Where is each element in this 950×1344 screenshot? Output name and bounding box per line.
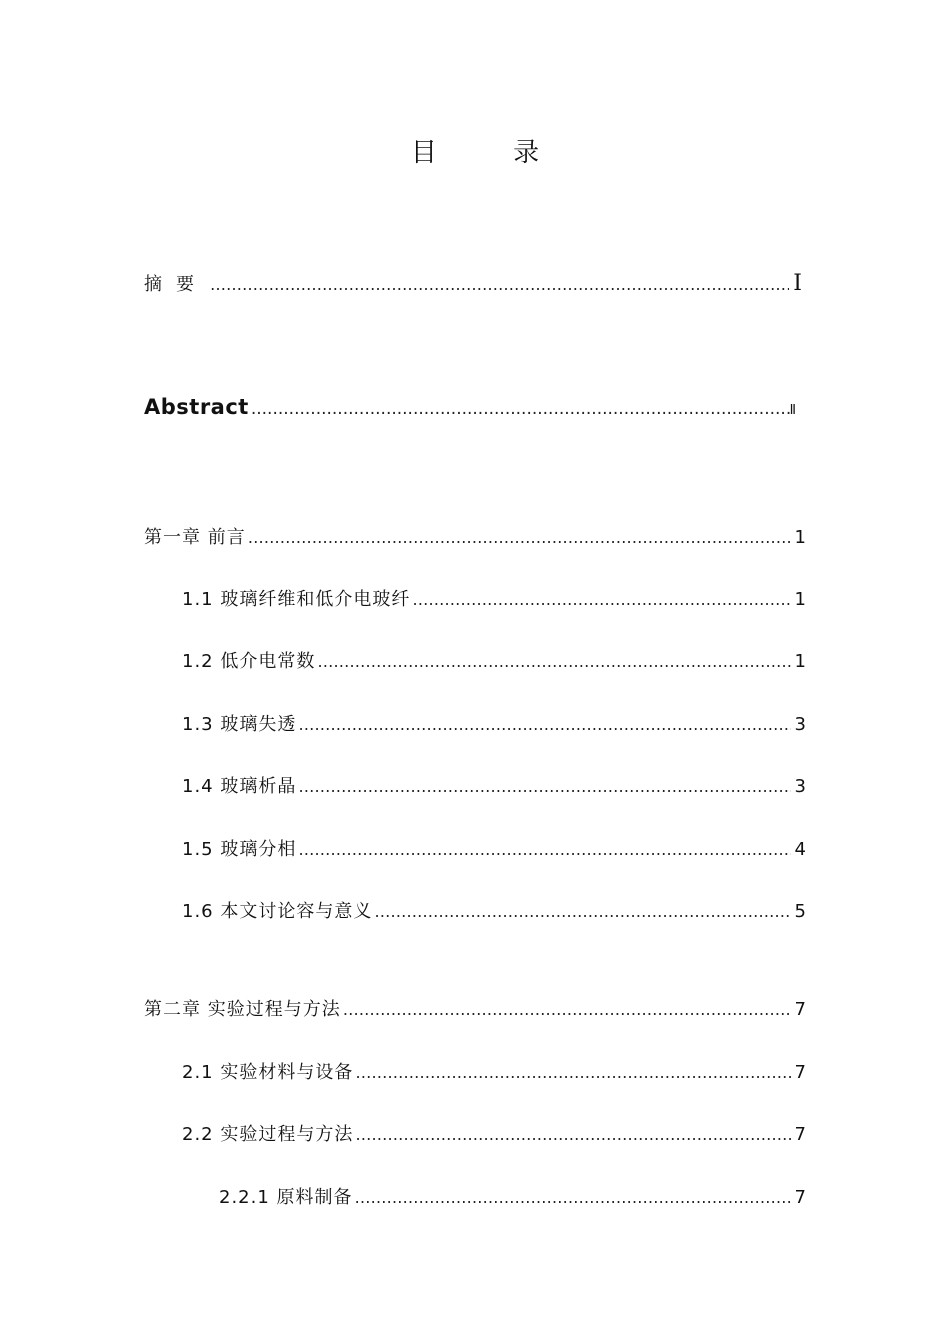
toc-entry-label: 1.1 玻璃纤维和低介电玻纤 [182, 589, 411, 610]
toc-leader-dots [251, 399, 790, 419]
toc-leader-dots [412, 590, 790, 609]
toc-leader-dots [317, 652, 790, 671]
toc-leader-dots [355, 1125, 790, 1144]
toc-entry-page: 4 [794, 839, 806, 860]
toc-entry-page: 3 [794, 776, 806, 797]
toc-entry-page: 7 [794, 1062, 806, 1083]
toc-entry-1-6[interactable] [182, 897, 806, 923]
toc-entry-label: 1.2 低介电常数 [182, 651, 316, 672]
toc-entry-label: 2.2 实验过程与方法 [182, 1124, 354, 1145]
toc-entry-label: 1.6 本文讨论容与意义 [182, 901, 373, 922]
toc-leader-dots [210, 275, 789, 294]
toc-entry-page: Ⅱ [789, 403, 796, 418]
toc-entry-page: 7 [794, 999, 806, 1020]
toc-entry-page: 3 [794, 714, 806, 735]
toc-entry-label: 摘要 [144, 274, 208, 295]
toc-leader-dots [355, 1188, 791, 1207]
toc-entry-chapter-2[interactable] [144, 995, 806, 1021]
toc-leader-dots [298, 840, 790, 859]
toc-entry-label: 第二章 实验过程与方法 [144, 999, 341, 1020]
toc-entry-page: I [793, 271, 802, 296]
page-title: 目 录 [410, 138, 574, 168]
toc-entry-1-3[interactable] [182, 710, 806, 736]
toc-leader-dots [298, 777, 790, 796]
toc-entry-page: 1 [794, 527, 806, 548]
toc-entry-2-1[interactable] [182, 1058, 806, 1084]
toc-leader-dots [355, 1063, 790, 1082]
toc-entry-label: Abstract [144, 395, 249, 419]
toc-entry-chapter-1[interactable] [144, 523, 806, 549]
toc-entry-1-4[interactable] [182, 772, 806, 798]
toc-entry-2-2-1[interactable] [219, 1183, 806, 1209]
toc-entry-label: 1.4 玻璃析晶 [182, 776, 297, 797]
toc-entry-page: 5 [794, 901, 806, 922]
toc-leader-dots [343, 1000, 791, 1019]
toc-entry-label: 1.5 玻璃分相 [182, 839, 297, 860]
toc-entry-abstract-en[interactable] [144, 395, 806, 419]
toc-leader-dots [298, 715, 790, 734]
toc-entry-label: 1.3 玻璃失透 [182, 714, 297, 735]
toc-entry-label: 2.2.1 原料制备 [219, 1187, 353, 1208]
toc-entry-2-2[interactable] [182, 1120, 806, 1146]
toc-entry-1-2[interactable] [182, 647, 806, 673]
toc-entry-page: 1 [794, 589, 806, 610]
toc-entry-page: 7 [794, 1124, 806, 1145]
toc-entry-label: 第一章 前言 [144, 527, 246, 548]
toc-leader-dots [374, 902, 790, 921]
toc-entry-abstract-cn[interactable] [144, 270, 806, 296]
toc-entry-page: 7 [794, 1187, 806, 1208]
toc-entry-1-5[interactable] [182, 835, 806, 861]
toc-entry-label: 2.1 实验材料与设备 [182, 1062, 354, 1083]
toc-entry-1-1[interactable] [182, 585, 806, 611]
toc-leader-dots [248, 528, 791, 547]
toc-entry-page: 1 [794, 651, 806, 672]
